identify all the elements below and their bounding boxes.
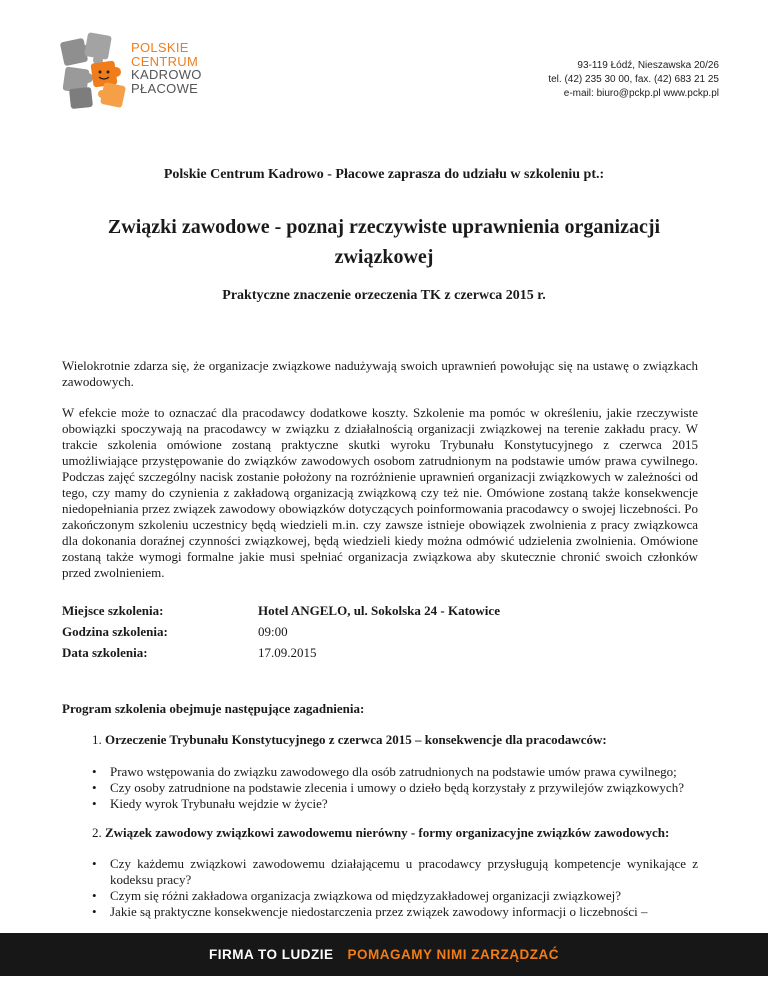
invitation-text: Polskie Centrum Kadrowo - Płacowe zaprasza do udziału w szkoleniu pt.: <box>163 167 605 182</box>
page-subtitle: Praktyczne znaczenie orzeczenia TK z czerwca 2015 r. <box>222 288 546 303</box>
brand-line: KADROWO <box>131 67 202 82</box>
brand-line: CENTRUM <box>131 53 199 69</box>
program-heading: Program szkolenia obejmuje następujące zagadnienia: <box>62 701 365 716</box>
list-item-text: Czym się różni zakładowa organizacja związkowa od międzyzakładowej organizacji związkowej? <box>110 888 621 903</box>
list-item-text: Czy osoby zatrudnione na podstawie zlecenia i umowy o dzieło będą korzystały z przywilejów związkowych? <box>110 780 684 795</box>
footer-banner <box>0 933 768 976</box>
contact-block <box>548 59 719 101</box>
brand-name <box>131 41 202 95</box>
contact-phone: tel. (42) 235 30 00, fax. (42) 683 21 25 <box>548 74 719 85</box>
section-title-text: Orzeczenie Trybunału Konstytucyjnego z czerwca 2015 – konsekwencje dla pracodawców: <box>105 732 607 747</box>
section-number: 1. <box>92 732 102 747</box>
detail-label: Miejsce szkolenia: <box>62 603 164 618</box>
detail-label: Data szkolenia: <box>62 645 148 660</box>
page-bottom-margin <box>0 976 768 994</box>
detail-label: Godzina szkolenia: <box>62 624 168 639</box>
section-title-text: Związek zawodowy związkowi zawodowemu nierówny - formy organizacyjne związków zawodowych: <box>105 825 670 840</box>
section-number: 2. <box>92 825 102 840</box>
contact-address: 93-119 Łódź, Nieszawska 20/26 <box>577 60 719 71</box>
list-item-text: Jakie są praktyczne konsekwencje niedostarczenia przez związek zawodowy informacji o liczebności – <box>110 904 648 919</box>
program-section-list <box>92 856 698 920</box>
description-paragraph: W efekcie może to oznaczać dla pracodawcy dodatkowe koszty. Szkolenie ma pomóc w określeniu, jakie rzeczywiste obowiązki spoczywają na pracodawcy w związku z działalnością organizacji związkowej na terenie zakładu pracy. W trakcie szkolenia omówione zostaną praktyczne skutki wyroku Trybunału Konstytucyjnego z czerwca 2015 umożliwiające przystępowanie do związków zawodowych osobom zatrudnionym na podstawie umów prawa cywilnego. Podczas zajęć szczególny nacisk zostanie położony na rozróżnienie uprawnień organizacji związkowych w zależności od tego, czy mamy do czynienia z zakładową organizacją związkową czy też nie. Omówione zostaną także konsekwencje niedopełniania przez związek zawodowy obowiązków dotyczących poinformowania pracodawcy o swojej liczebności. Po zakończonym szkoleniu uczestnicy będą wiedzieli m.in. czy zawsze istnieje obowiązek zwolnienia z pracy związkowca dla dokonania doraźnej czynności związkowej, będą wiedzieli kiedy można odmówić udzielenia zwolnienia. Omówione zostaną także wymogi formalne jakie musi spełniać organizacja związkowa aby skutecznie chronić swoich członków przed zwolnieniem. <box>62 405 698 580</box>
list-item <box>92 888 698 904</box>
page-header <box>0 0 768 120</box>
program-section-title <box>92 825 669 841</box>
list-item-text: Kiedy wyrok Trybunału wejdzie w życie? <box>110 796 328 811</box>
detail-row-date <box>62 642 500 663</box>
footer-slogan-right: POMAGAMY NIMI ZARZĄDZAĆ <box>347 947 559 962</box>
bullet-icon: • <box>92 764 97 779</box>
list-item-text: Prawo wstępowania do związku zawodowego dla osób zatrudnionych na podstawie umów prawa cywilnego; <box>110 764 677 779</box>
detail-value: 09:00 <box>258 624 288 639</box>
list-item <box>92 904 698 920</box>
bullet-icon: • <box>92 888 97 903</box>
detail-row-location <box>62 600 500 621</box>
page-title: Związki zawodowe - poznaj rzeczywiste uprawnienia organizacji związkowej <box>107 216 661 268</box>
bullet-icon: • <box>92 904 97 919</box>
list-item <box>92 764 698 780</box>
bullet-icon: • <box>92 780 97 795</box>
list-item-text: Czy każdemu związkowi zawodowemu działającemu u pracodawcy przysługują kompetencje wynikające z kodeksu pracy? <box>110 856 698 887</box>
brand-line: POLSKIE <box>131 40 189 55</box>
detail-row-time <box>62 621 500 642</box>
list-item <box>92 856 698 888</box>
program-section-title <box>92 732 607 748</box>
footer-slogan-left: FIRMA TO LUDZIE <box>209 947 334 962</box>
list-item <box>92 796 698 812</box>
description-paragraph: Wielokrotnie zdarza się, że organizacje związkowe nadużywają swoich uprawnień powołując się na ustawę o związkach zawodowych. <box>62 358 698 389</box>
bullet-icon: • <box>92 856 97 871</box>
list-item <box>92 780 698 796</box>
brand-line: PŁACOWE <box>131 80 199 96</box>
bullet-icon: • <box>92 796 97 811</box>
contact-email-web[interactable]: e-mail: biuro@pckp.pl www.pckp.pl <box>563 88 719 99</box>
program-section-list <box>92 764 698 812</box>
detail-value: Hotel ANGELO, ul. Sokolska 24 - Katowice <box>258 603 500 618</box>
detail-value: 17.09.2015 <box>258 645 317 660</box>
training-details <box>62 600 500 663</box>
